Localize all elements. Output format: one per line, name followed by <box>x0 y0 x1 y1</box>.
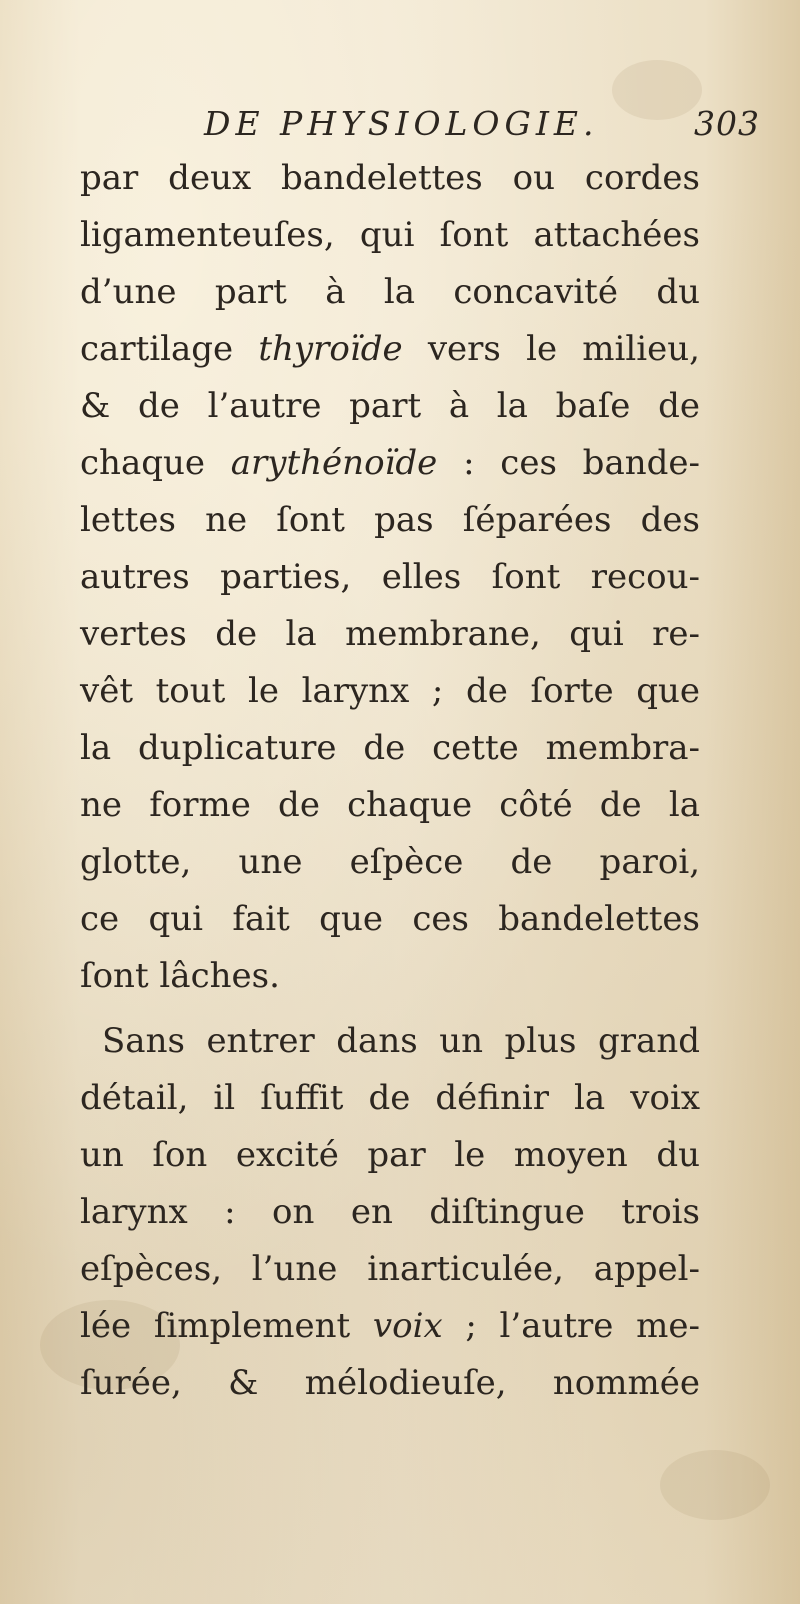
paragraph <box>80 1013 700 1412</box>
page-header <box>204 102 764 146</box>
text-line: ne forme de chaque côté de la <box>80 785 700 825</box>
paper-stain <box>660 1450 770 1520</box>
text-line: d’une part à la concavité du <box>80 272 700 312</box>
text-line: vêt tout le larynx ; de ſorte que <box>80 671 700 711</box>
text-line: vertes de la membrane, qui re- <box>80 614 700 654</box>
text-run: ; l’autre me- <box>442 1306 700 1346</box>
text-line: & de l’autre part à la baſe de <box>80 386 700 426</box>
text-line: eſpèces, l’une inarticulée, appel- <box>80 1249 700 1289</box>
italic-term: arythénoïde <box>230 443 438 483</box>
text-run: cartilage <box>80 329 259 369</box>
text-line: ligamenteuſes, qui ſont attachées <box>80 215 700 255</box>
text-line: lettes ne ſont pas ſéparées des <box>80 500 700 540</box>
text-run: lée ſimplement <box>80 1306 373 1346</box>
text-run: : ces bande- <box>437 443 700 483</box>
text-line: ce qui fait que ces bandelettes <box>80 899 700 939</box>
text-line <box>80 321 700 378</box>
text-line: larynx : on en diſtingue trois <box>80 1192 700 1232</box>
text-line: glotte, une eſpèce de paroi, <box>80 842 700 882</box>
text-run: vers le milieu, <box>402 329 700 369</box>
paragraph <box>80 150 700 1005</box>
text-line: détail, il ſuffit de définir la voix <box>80 1078 700 1118</box>
text-run: chaque <box>80 443 231 483</box>
text-line: un ſon excité par le moyen du <box>80 1135 700 1175</box>
italic-term: voix <box>372 1306 443 1346</box>
text-line: par deux bandelettes ou cordes <box>80 158 700 198</box>
running-head: DE PHYSIOLOGIE. <box>204 104 599 143</box>
page-number: 303 <box>694 104 760 143</box>
text-line <box>80 435 700 492</box>
text-line: ſont lâches. <box>80 956 280 996</box>
text-line: Sans entrer dans un plus grand <box>102 1021 700 1061</box>
body-text <box>80 150 700 1412</box>
text-line: autres parties, elles ſont recou- <box>80 557 700 597</box>
text-line: ſurée, & mélodieuſe, nommée <box>80 1363 700 1403</box>
text-line: la duplicature de cette membra- <box>80 728 700 768</box>
paragraph-spacer <box>80 1005 700 1013</box>
text-line <box>80 1298 700 1355</box>
italic-term: thyroïde <box>258 329 403 369</box>
